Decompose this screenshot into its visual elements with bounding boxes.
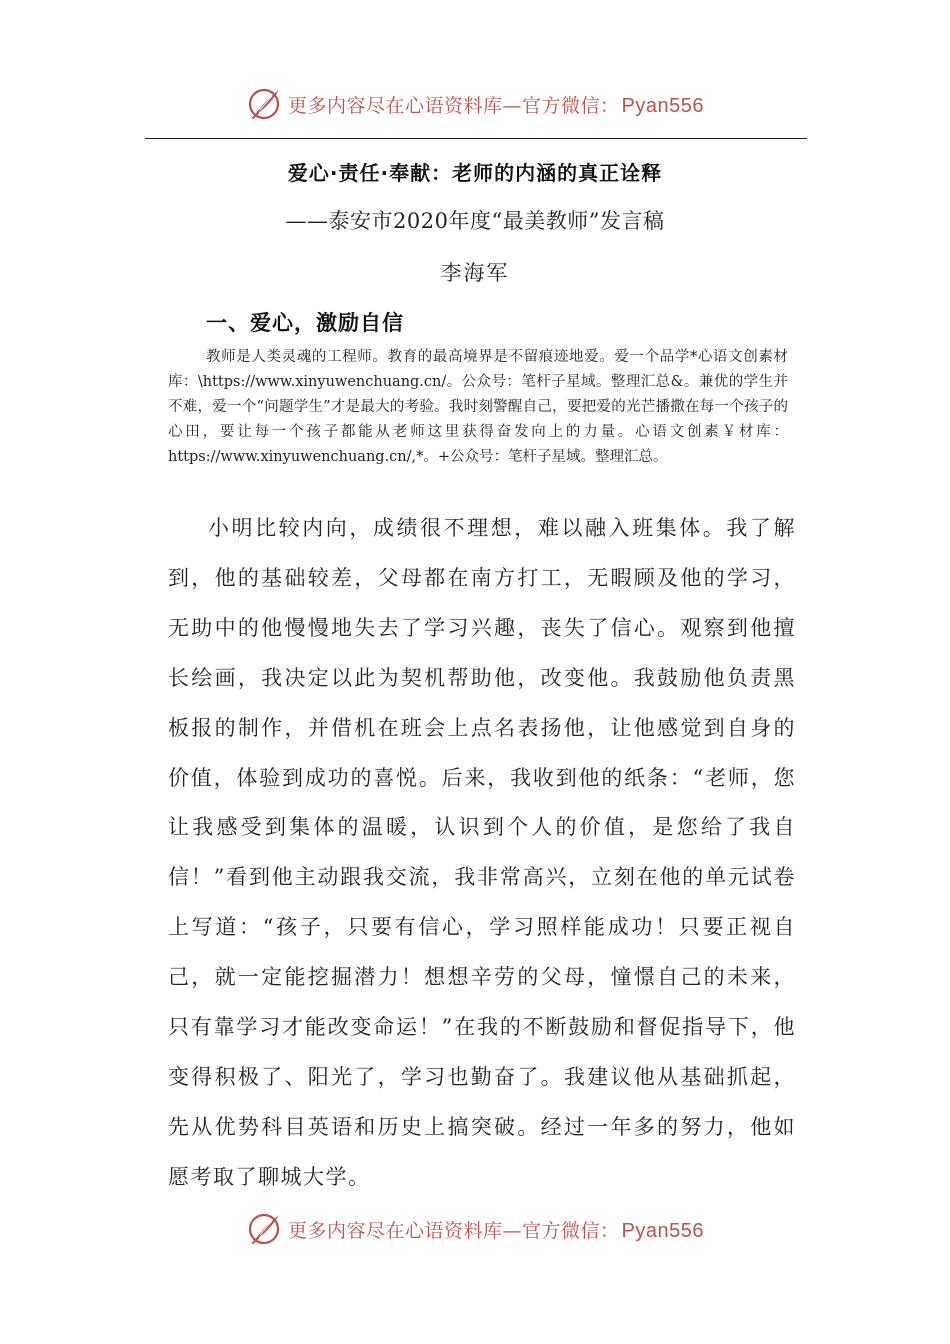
header-divider [145, 138, 807, 139]
author-name: 李海军 [440, 261, 510, 285]
section-heading: 一、爱心，激励自信 [206, 311, 404, 335]
footer-banner [0, 1207, 950, 1251]
footer-wechat-id: Pyan556 [621, 1219, 704, 1242]
quill-pen-logo-icon [246, 1211, 282, 1247]
banner-label: 更多内容尽在心语资料库—官方微信： [288, 94, 620, 117]
document-subtitle: ——泰安市2020年度“最美教师”发言稿 [285, 209, 665, 233]
document-title: 爱心·责任·奉献：老师的内涵的真正诠释 [287, 161, 663, 185]
footer-banner-text [288, 1216, 704, 1243]
banner-content [246, 86, 704, 122]
body-paragraph: 小明比较内向，成绩很不理想，难以融入班集体。我了解到，他的基础较差，父母都在南方打工，无暇顾及他的学习，无助中的他慢慢地失去了学习兴趣，丧失了信心。观察到他擅长绘画，我决定以此为契机帮助他，改变他。我鼓励他负责黑板报的制作，并借机在班会上点名表扬他，让他感觉到自身的价值，体验到成功的喜悦。后来，我收到他的纸条：“老师，您让我感受到集体的温暖，认识到个人的价值，是您给了我自信！”看到他主动跟我交流，我非常高兴，立刻在他的单元试卷上写道：“孩子，只要有信心，学习照样能成功！只要正视自己，就一定能挖掘潜力！想想辛劳的父母，憧憬自己的未来，只有靠学习才能改变命运！”在我的不断鼓励和督促指导下，他变得积极了、阳光了，学习也勤奋了。我建议他从基础抓起，先从优势科目英语和历史上搞突破。经过一年多的努力，他如愿考取了聊城大学。 [168, 516, 796, 1189]
footer-banner-content [246, 1211, 704, 1247]
header-banner [0, 82, 950, 126]
intro-paragraph: 教师是人类灵魂的工程师。教育的最高境界是不留痕迹地爱。爱一个品学*心语文创素材库：\https://www.xinyuwenchuang.cn/。公众号：笔杆子星域。整理汇总&。兼优的学生并不难，爱一个“问题学生”才是最大的考验。我时刻警醒自己，要把爱的光芒播撒在每一个孩子的心田，要让每一个孩子都能从老师这里获得奋发向上的力量。心语文创素￥材库：https://www.xinyuwenchuang.cn/,*。+公众号：笔杆子星域。整理汇总。 [168, 349, 788, 465]
banner-text [288, 91, 704, 118]
wechat-id: Pyan556 [621, 94, 704, 117]
quill-pen-logo-icon [246, 86, 282, 122]
footer-banner-label: 更多内容尽在心语资料库—官方微信： [288, 1219, 620, 1242]
